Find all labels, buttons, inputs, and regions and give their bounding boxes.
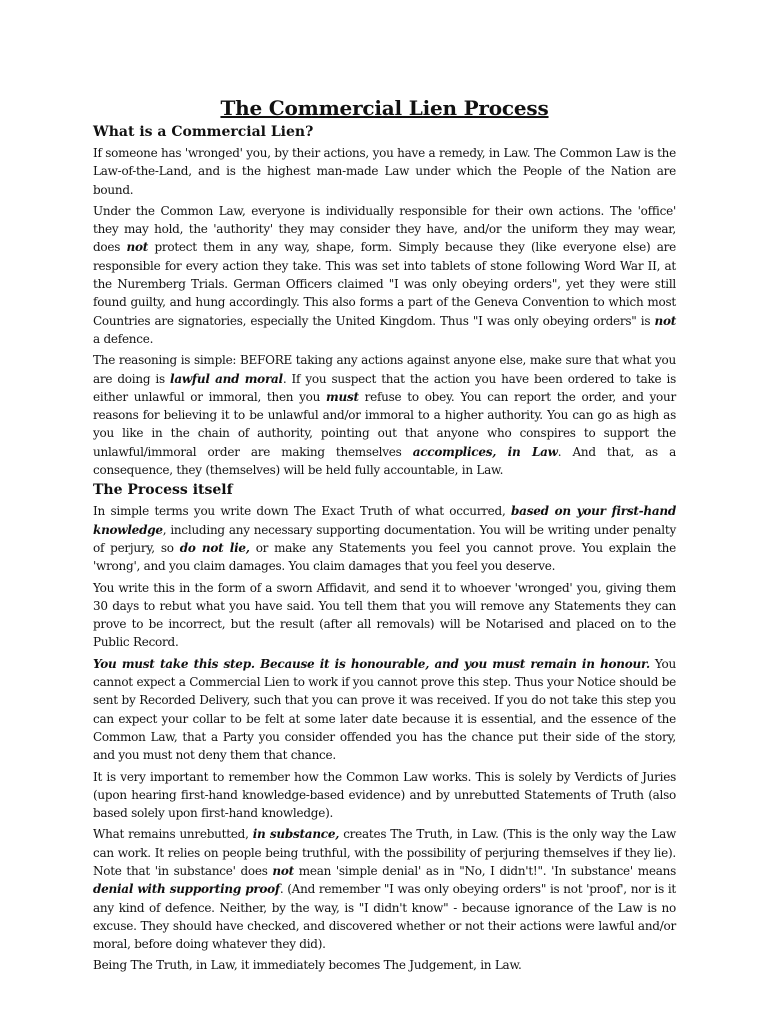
emphasis-denial-with-proof: denial with supporting proof: [93, 882, 280, 897]
section-heading-what-is-lien: What is a Commercial Lien?: [93, 124, 314, 140]
document-body: [93, 96, 676, 978]
paragraph-unrebutted-truth: What remains unrebutted, in substance, creates The Truth, in Law. (This is the only way the Law can work. It relies on people being truthful, with the possibility of perjuring themselves if they lie). Note that 'in substance' does not mean 'simple denial' as in "No, I didn't!". 'In substance' means denial with supporting proof. (And remember "I was only obeying orders" is not 'proof', nor is it any kind of defence. Neither, by the way, is "I didn't know" - because ignorance of the Law is no excuse. They should have checked, and discovered whether or not their actions were lawful and/or moral, before doing whatever they did).: [93, 827, 677, 952]
emphasis-in-substance: in substance,: [252, 827, 340, 842]
section-heading-process-itself: The Process itself: [93, 482, 233, 499]
emphasis-not: not: [272, 863, 294, 878]
emphasis-lawful-and-moral: lawful and moral: [170, 371, 283, 386]
emphasis-accomplices: accomplices, in Law: [412, 444, 558, 459]
paragraph-honour-step: You must take this step. Because it is honourable, and you must remain in honour. You cannot expect a Commercial Lien to work if you cannot prove this step. Thus your Notice should be sent by Recorded Delivery, such that you can prove it was received. If you do not take this step you can expect your collar to be felt at some later date because it is essential, and the essence of the Common Law, that a Party you consider offended you has the chance put their side of the story, and you must not deny them that chance.: [93, 656, 676, 763]
paragraph-remedy-in-law: If someone has 'wronged' you, by their actions, you have a remedy, in Law. The Common Law is the Law-of-the-Land, and is the highest man-made Law under which the People of the Nation are bound.: [93, 146, 676, 197]
document-title: The Commercial Lien Process: [220, 96, 549, 120]
paragraph-common-law-works: It is very important to remember how the Common Law works. This is solely by Verdicts of Juries (upon hearing first-hand knowledge-based evidence) and by unrebutted Statements of Truth (also based solely upon first-hand knowledge).: [93, 769, 676, 821]
paragraph-simple-terms: In simple terms you write down The Exact Truth of what occurred, based on your first-hand knowledge, including any necessary supporting documentation. You will be writing under penalty of perjury, so do not lie, or make any Statements you feel you cannot prove. You explain the 'wrong', and you claim damages. You claim damages that you feel you deserve.: [93, 504, 677, 574]
paragraph-sworn-affidavit: You write this in the form of a sworn Affidavit, and send it to whoever 'wronged' you, giving them 30 days to rebut what you have said. You tell them that you will remove any Statements they can prove to be incorrect, but the result (after all removals) will be Notarised and placed on to the Public Record.: [93, 580, 676, 650]
emphasis-do-not-lie: do not lie,: [179, 540, 250, 555]
emphasis-not: not: [654, 313, 676, 328]
paragraph-individual-responsibility: Under the Common Law, everyone is individually responsible for their own actions. The 'office' they may hold, the 'authority' they may consider they have, and/or the uniform they may wear, does not protect them in any way, shape, form. Simply because they (like everyone else) are responsible for every action they take. This was set into tablets of stone following Word War II, at the Nuremberg Trials. German Officers claimed "I was only obeying orders", yet they were still found guilty, and hung accordingly. This also forms a part of the Geneva Convention to which most Countries are signatories, especially the United Kingdom. Thus "I was only obeying orders" is not a defence.: [93, 203, 677, 346]
paragraph-judgement: Being The Truth, in Law, it immediately becomes The Judgement, in Law.: [93, 958, 522, 973]
paragraph-reasoning: The reasoning is simple: BEFORE taking any actions against anyone else, make sure that what you are doing is lawful and moral. If you suspect that the action you have been ordered to take is either unlawful or immoral, then you must refuse to obey. You can report the order, and your reasons for believing it to be unlawful and/or immoral to a higher authority. You can go as high as you like in the chain of authority, pointing out that anyone who conspires to support the unlawful/immoral order are making themselves accomplices, in Law. And that, as a consequence, they (themselves) will be held fully accountable, in Law.: [93, 353, 676, 478]
emphasis-not: not: [126, 240, 149, 255]
emphasis-must: must: [326, 389, 359, 404]
emphasis-must-take-step: You must take this step. Because it is honourable, and you must remain in honour.: [93, 656, 650, 671]
emphasis-first-hand-knowledge: based on your first-hand knowledge: [93, 504, 677, 537]
